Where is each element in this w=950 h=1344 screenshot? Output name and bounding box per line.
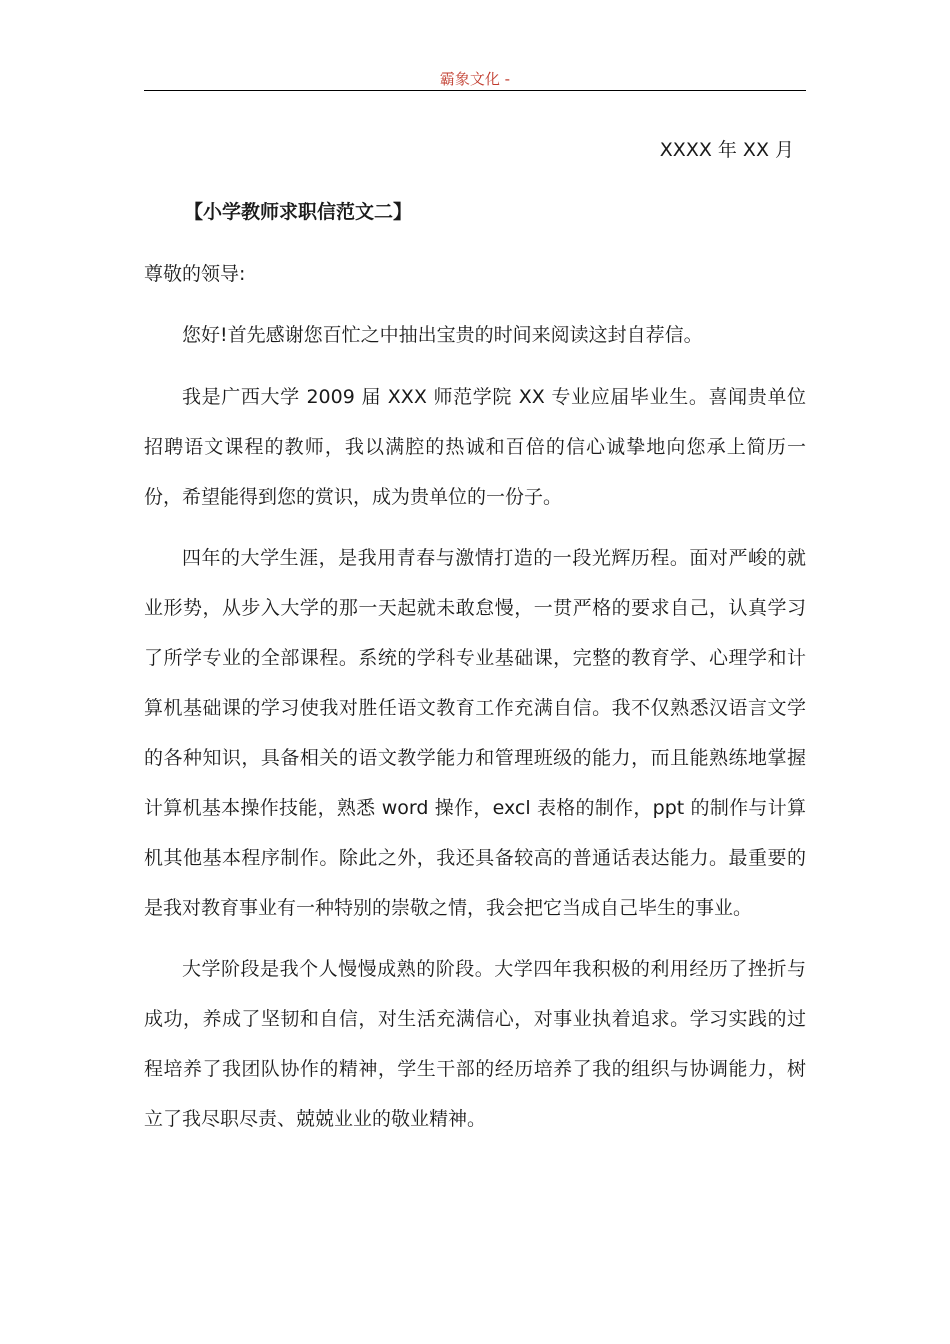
header-divider (144, 90, 806, 91)
letter-salutation: 尊敬的领导: (144, 263, 246, 285)
paragraph-university-study: 四年的大学生涯，是我用青春与激情打造的一段光辉历程。面对严峻的就业形势，从步入大学的那一天起就未敢怠慢，一贯严格的要求自己，认真学习了所学专业的全部课程。系统的学科专业基础课，完整的教育学、心理学和计算机基础课的学习使我对胜任语文教育工作充满自信。我不仅熟悉汉语言文学的各种知识，具备相关的语文教学能力和管理班级的能力，而且能熟练地掌握计算机基本操作技能，熟悉 word 操作，excl 表格的制作，ppt 的制作与计算机其他基本程序制作。除此之外，我还具备较高的普通话表达能力。最重要的是我对教育事业有一种特别的崇敬之情，我会把它当成自己毕生的事业。 (144, 547, 806, 919)
section-heading: 【小学教师求职信范文二】 (184, 201, 413, 223)
paragraph-introduction: 我是广西大学 2009 届 XXX 师范学院 XX 专业应届毕业生。喜闻贵单位招聘语文课程的教师，我以满腔的热诚和百倍的信心诚挚地向您承上简历一份，希望能得到您的赏识，成为贵单位的一份子。 (144, 386, 806, 508)
page-header-text: 霸象文化 - (439, 70, 511, 88)
paragraph-personal-growth: 大学阶段是我个人慢慢成熟的阶段。大学四年我积极的利用经历了挫折与成功，养成了坚韧和自信，对生活充满信心，对事业执着追求。学习实践的过程培养了我团队协作的精神，学生干部的经历培养了我的组织与协调能力，树立了我尽职尽责、兢兢业业的敬业精神。 (144, 958, 806, 1130)
paragraph-greeting: 您好!首先感谢您百忙之中抽出宝贵的时间来阅读这封自荐信。 (182, 324, 703, 346)
letter-date: XXXX 年 XX 月 (659, 139, 794, 161)
